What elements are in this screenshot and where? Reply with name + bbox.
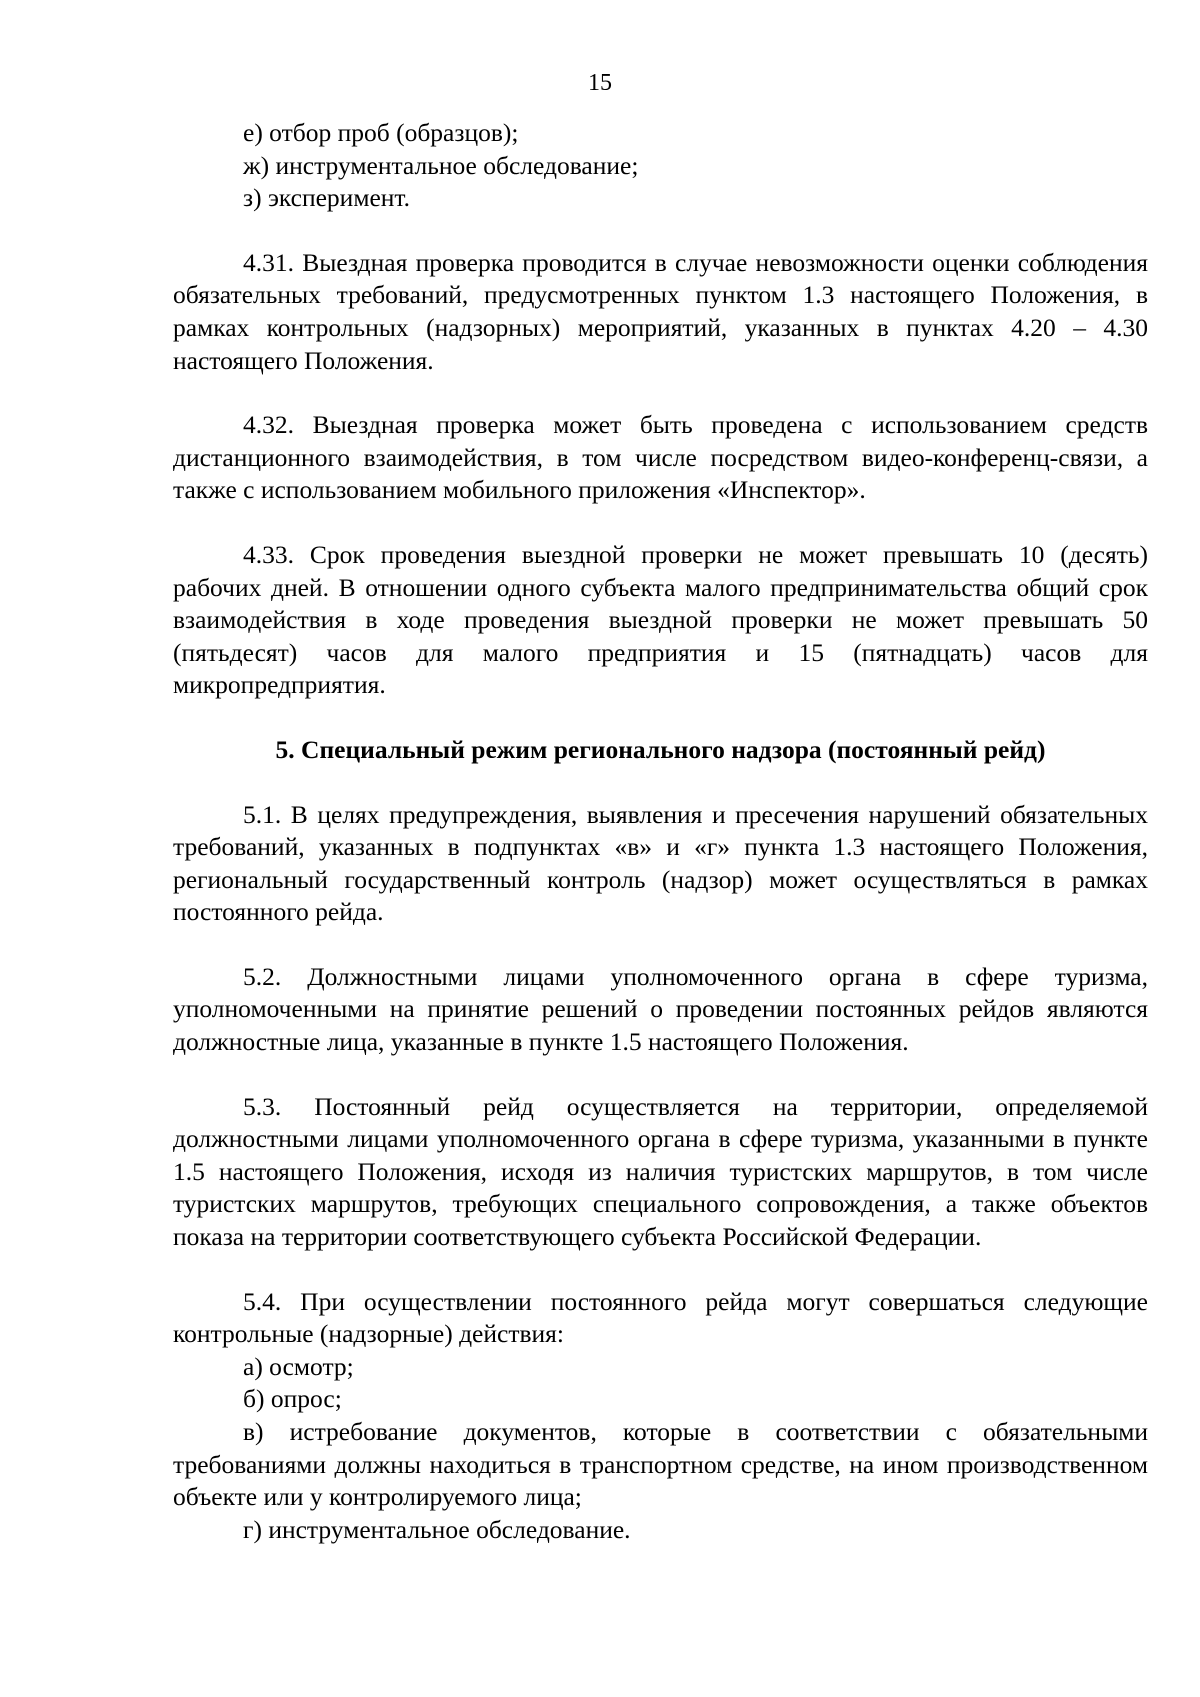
- list-item-b: б) опрос;: [243, 1384, 342, 1414]
- list-item-g: г) инструментальное обследование.: [243, 1514, 631, 1544]
- paragraph-gap: [173, 702, 1148, 734]
- paragraph-gap: [173, 507, 1148, 539]
- paragraph-5-1: 5.1. В целях предупреждения, выявления и пресечения нарушений обязательных требований, указанных в подпунктах «в» и «г» пункта 1.3 настоящего Положения, региональный государственный контроль (надзор) может осуществляться в рамках постоянного рейда.: [173, 799, 1148, 927]
- list-item-v: в) истребование документов, которые в соответствии с обязательными требованиями должны находиться в транспортном средстве, на ином производственном объекте или у контролируемого лица;: [173, 1417, 1148, 1512]
- paragraph-5-2: 5.2. Должностными лицами уполномоченного органа в сфере туризма, уполномоченными на принятие решений о проведении постоянных рейдов являются должностные лица, указанные в пункте 1.5 настоящего Положения.: [173, 961, 1148, 1057]
- paragraph-4-31: 4.31. Выездная проверка проводится в случае невозможности оценки соблюдения обязательных требований, предусмотренных пунктом 1.3 настоящего Положения, в рамках контрольных (надзорных) мероприятий, указанных в пунктах 4.20 – 4.30 настоящего Положения.: [173, 247, 1148, 375]
- document-body: [173, 117, 1148, 1546]
- list-item-zh: ж) инструментальное обследование;: [243, 150, 639, 180]
- list-item-e: е) отбор проб (образцов);: [243, 118, 519, 147]
- paragraph-5-3: 5.3. Постоянный рейд осуществляется на территории, определяемой должностными лицами уполномоченного органа в сфере туризма, указанными в пункте 1.5 настоящего Положения, исходя из наличия туристских маршрутов, в том числе туристских маршрутов, требующих специального сопровождения, а также объектов показа на территории соответствующего субъекта Российской Федерации.: [173, 1091, 1148, 1252]
- section-5-heading: 5. Специальный режим регионального надзора (постоянный рейд): [275, 734, 1046, 764]
- paragraph-gap: [173, 929, 1148, 961]
- paragraph-4-32: 4.32. Выездная проверка может быть проведена с использованием средств дистанционного взаимодействия, в том числе посредством видео-конференц-связи, а также с использованием мобильного приложения «Инспектор».: [173, 410, 1148, 505]
- paragraph-gap: [173, 1254, 1148, 1286]
- paragraph-4-33: 4.33. Срок проведения выездной проверки не может превышать 10 (десять) рабочих дней. В отношении одного субъекта малого предпринимательства общий срок взаимодействия в ходе проведения выездной проверки не может превышать 50 (пятьдесят) часов для малого предприятия и 15 (пятнадцать) часов для микропредприятия.: [173, 539, 1148, 700]
- paragraph-gap: [173, 377, 1148, 409]
- page-number: 15: [588, 70, 612, 96]
- paragraph-gap: [173, 215, 1148, 247]
- paragraph-gap: [173, 1059, 1148, 1091]
- list-item-a: а) осмотр;: [243, 1351, 354, 1381]
- list-item-z: з) эксперимент.: [243, 183, 411, 213]
- paragraph-5-4: 5.4. При осуществлении постоянного рейда могут совершаться следующие контрольные (надзорные) действия:: [173, 1286, 1148, 1349]
- paragraph-gap: [173, 767, 1148, 799]
